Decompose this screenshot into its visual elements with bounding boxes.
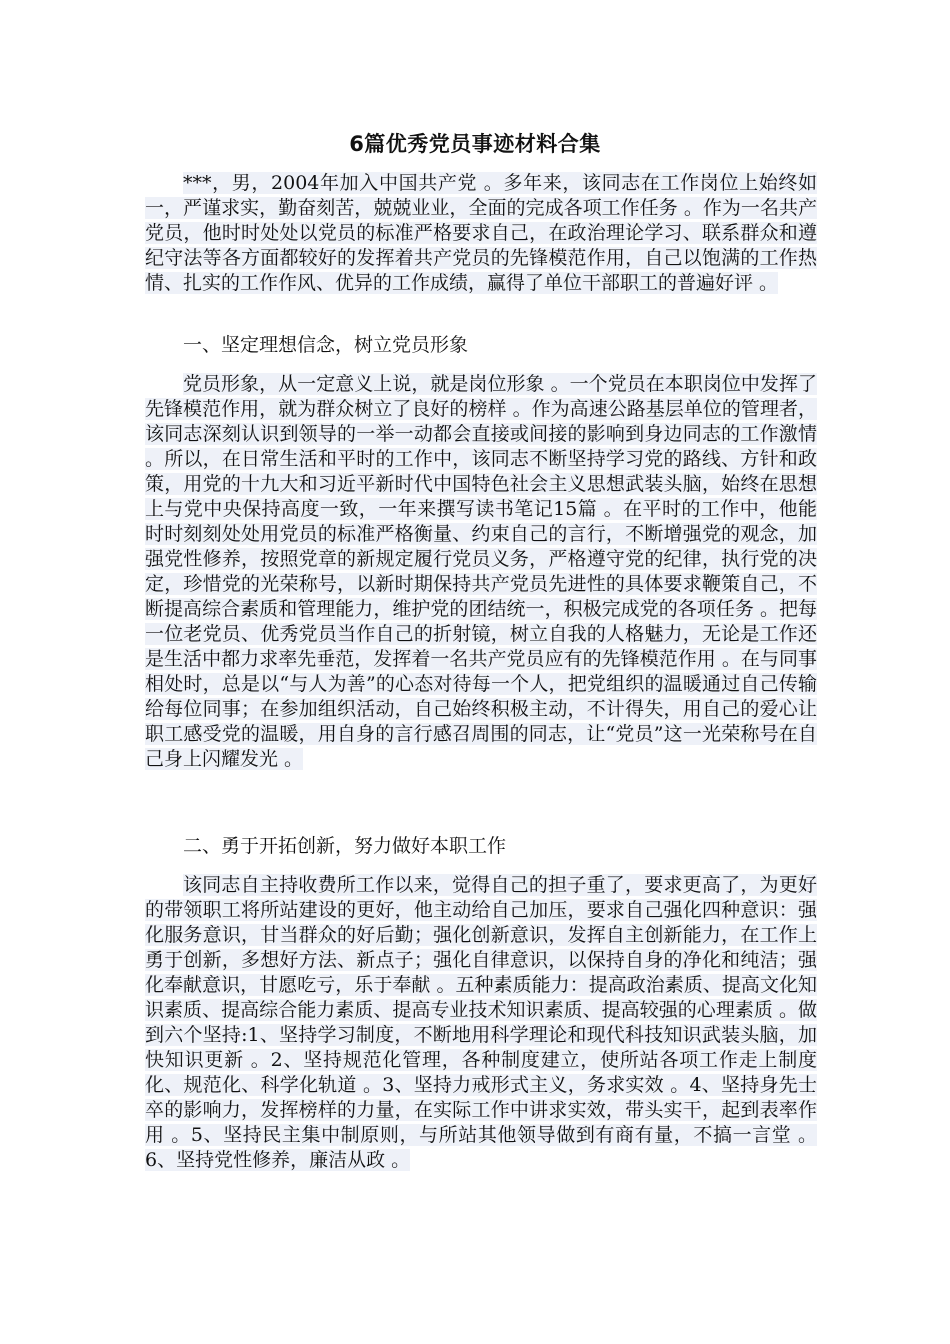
section-heading-1-text: 一、坚定理想信念，树立党员形象 <box>183 334 469 356</box>
paragraph-section-1 <box>145 372 817 772</box>
paragraph-section-1-text: 党员形象，从一定意义上说，就是岗位形象 。一个党员在本职岗位中发挥了先锋模范作用，就为群众树立了良好的榜样 。作为高速公路基层单位的管理者，该同志深刻认识到领导的一举一动都会直接或间接的影响到身边同志的工作激情 。所以，在日常生活和平时的工作中，该同志不断坚持学习党的路线、方针和政策，用党的十九大和习近平新时代中国特色社会主义思想武装头脑，始终在思想上与党中央保持高度一致，一年来撰写读书笔记15篇 。在平时的工作中，他能时时刻刻处处用党员的标准严格衡量、约束自己的言行，不断增强党的观念，加强党性修养，按照党章的新规定履行党员义务，严格遵守党的纪律，执行党的决定，珍惜党的光荣称号，以新时期保持共产党员先进性的具体要求鞭策自己，不断提高综合素质和管理能力，维护党的团结统一，积极完成党的各项任务 。把每一位老党员、优秀党员当作自己的折射镜，树立自我的人格魅力，无论是工作还是生活中都力求率先垂范，发挥着一名共产党员应有的先锋模范作用 。在与同事相处时，总是以“与人为善”的心态对待每一个人，把党组织的温暖通过自己传输给每位同事；在参加组织活动，自己始终积极主动，不计得失，用自己的爱心让职工感受党的温暖，用自身的言行感召周围的同志，让“党员”这一光荣称号在自己身上闪耀发光 。 <box>145 373 817 770</box>
document-title: 6篇优秀党员事迹材料合集 <box>349 132 601 156</box>
paragraph-section-2-text: 该同志自主持收费所工作以来，觉得自己的担子重了，要求更高了，为更好的带领职工将所站建设的更好，他主动给自己加压，要求自己强化四种意识：强化服务意识，甘当群众的好后勤；强化创新意识，发挥自主创新能力，在工作上勇于创新，多想好方法、新点子；强化自律意识，以保持自身的净化和纯洁；强化奉献意识，甘愿吃亏，乐于奉献 。五种素质能力：提高政治素质、提高文化知识素质、提高综合能力素质、提高专业技术知识素质、提高较强的心理素质 。做到六个坚持:1、坚持学习制度，不断地用科学理论和现代科技知识武装头脑，加快知识更新 。2、坚持规范化管理，各种制度建立，使所站各项工作走上制度化、规范化、科学化轨道 。3、坚持力戒形式主义，务求实效 。4、坚持身先士卒的影响力，发挥榜样的力量，在实际工作中讲求实效，带头实干，起到表率作用 。5、坚持民主集中制原则，与所站其他领导做到有商有量，不搞一言堂 。6、坚持党性修养，廉洁从政 。 <box>145 874 817 1171</box>
paragraph-intro <box>145 171 817 296</box>
section-heading-2 <box>145 834 817 859</box>
paragraph-section-2 <box>145 873 817 1173</box>
paragraph-intro-text: ***，男，2004年加入中国共产党 。多年来，该同志在工作岗位上始终如一，严谨求实，勤奋刻苦，兢兢业业，全面的完成各项工作任务 。作为一名共产党员，他时时处处以党员的标准严格要求自己，在政治理论学习、联系群众和遵纪守法等各方面都较好的发挥着共产党员的先锋模范作用，自己以饱满的工作热情、扎实的工作作风、优异的工作成绩，赢得了单位干部职工的普遍好评 。 <box>145 172 817 294</box>
section-heading-1 <box>145 333 817 358</box>
section-heading-2-text: 二、勇于开拓创新，努力做好本职工作 <box>183 835 507 857</box>
